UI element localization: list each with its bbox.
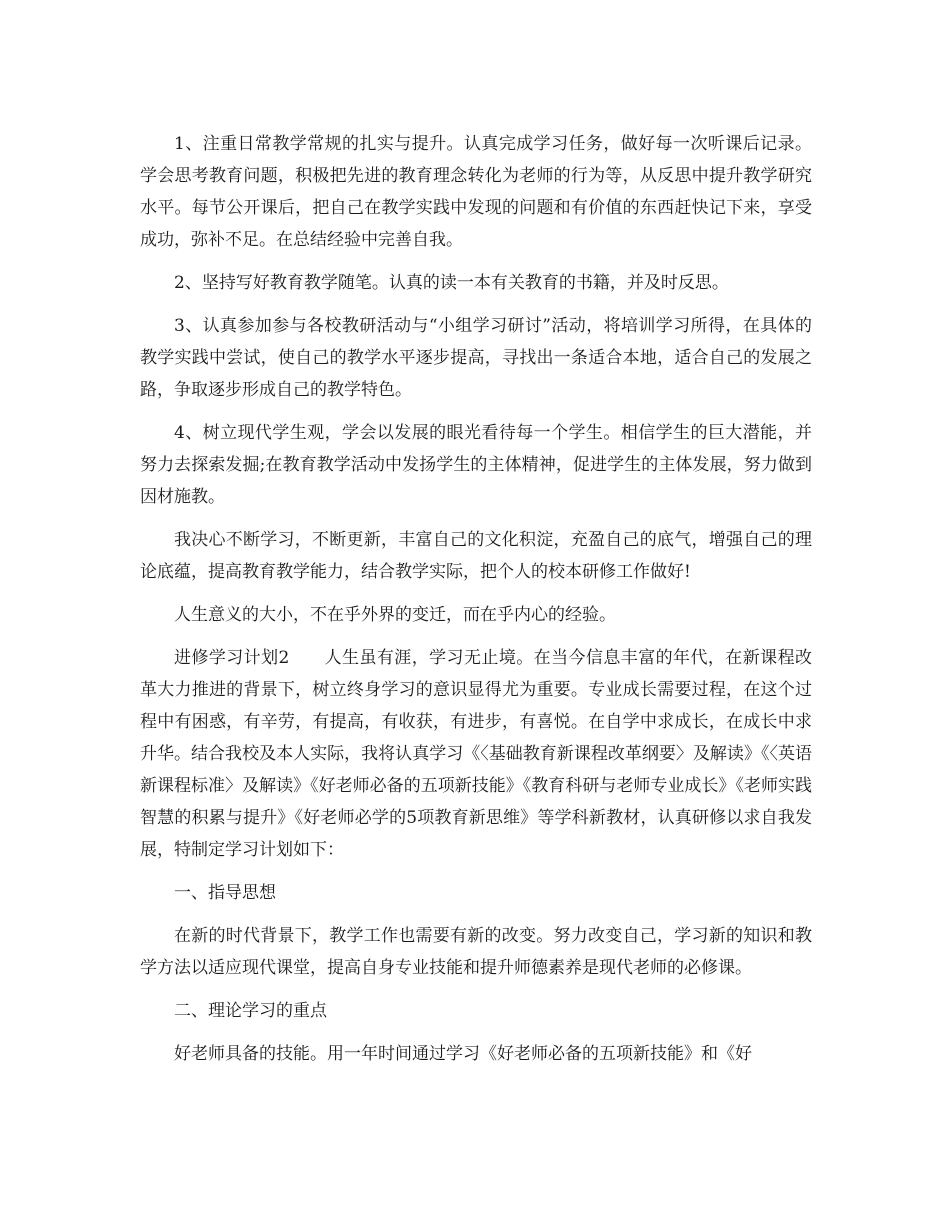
document-page <box>140 128 812 1070</box>
paragraph-resolution: 我决心不断学习，不断更新，丰富自己的文化积淀，充盈自己的底气，增强自己的理论底蕴，提高教育教学能力，结合教学实际，把个人的校本研修工作做好! <box>140 530 812 582</box>
paragraph-student-view: 4、树立现代学生观，学会以发展的眼光看待每一个学生。相信学生的巨大潜能，并努力去探索发掘;在教育教学活动中发扬学生的主体精神，促进学生的主体发展，努力做到因材施教。 <box>140 423 812 507</box>
paragraph-essays: 2、坚持写好教育教学随笔。认真的读一本有关教育的书籍，并及时反思。 <box>174 273 729 293</box>
paragraph-routine: 1、注重日常教学常规的扎实与提升。认真完成学习任务，做好每一次听课后记录。学会思考教育问题，积极把先进的教育理念转化为老师的行为等，从反思中提升教学研究水平。每节公开课后，把自己在教学实践中发现的问题和有价值的东西赶快记下来，享受成功，弥补不足。在总结经验中完善自我。 <box>140 134 812 250</box>
paragraph-quote: 人生意义的大小，不在乎外界的变迁，而在乎内心的经验。 <box>174 605 616 625</box>
paragraph-theory-focus: 好老师具备的技能。用一年时间通过学习《好老师必备的五项新技能》和《好 <box>174 1044 752 1064</box>
paragraph-guiding-ideology: 在新的时代背景下，教学工作也需要有新的改变。努力改变自己，学习新的知识和教学方法以适应现代课堂，提高自身专业技能和提升师德素养是现代老师的必修课。 <box>140 926 812 978</box>
heading-guiding-ideology: 一、指导思想 <box>174 883 276 903</box>
paragraph-plan-2-intro: 进修学习计划2 人生虽有涯，学习无止境。在当今信息丰富的年代，在新课程改革大力推进的背景下，树立终身学习的意识显得尤为重要。专业成长需要过程，在这个过程中有困惑，有辛劳，有提高，有收获，有进步，有喜悦。在自学中求成长，在成长中求升华。结合我校及本人实际，我将认真学习《〈基础教育新课程改革纲要〉及解读》《〈英语新课程标准〉及解读》《好老师必备的五项新技能》《教育科研与老师专业成长》《老师实践智慧的积累与提升》《好老师必学的5项教育新思维》等学科新教材，认真研修以求自我发展，特制定学习计划如下： <box>140 648 812 860</box>
paragraph-research-activities: 3、认真参加参与各校教研活动与“小组学习研讨”活动，将培训学习所得，在具体的教学实践中尝试，使自己的教学水平逐步提高，寻找出一条适合本地，适合自己的发展之路，争取逐步形成自己的教学特色。 <box>140 316 812 400</box>
heading-theory-focus: 二、理论学习的重点 <box>174 1001 327 1021</box>
